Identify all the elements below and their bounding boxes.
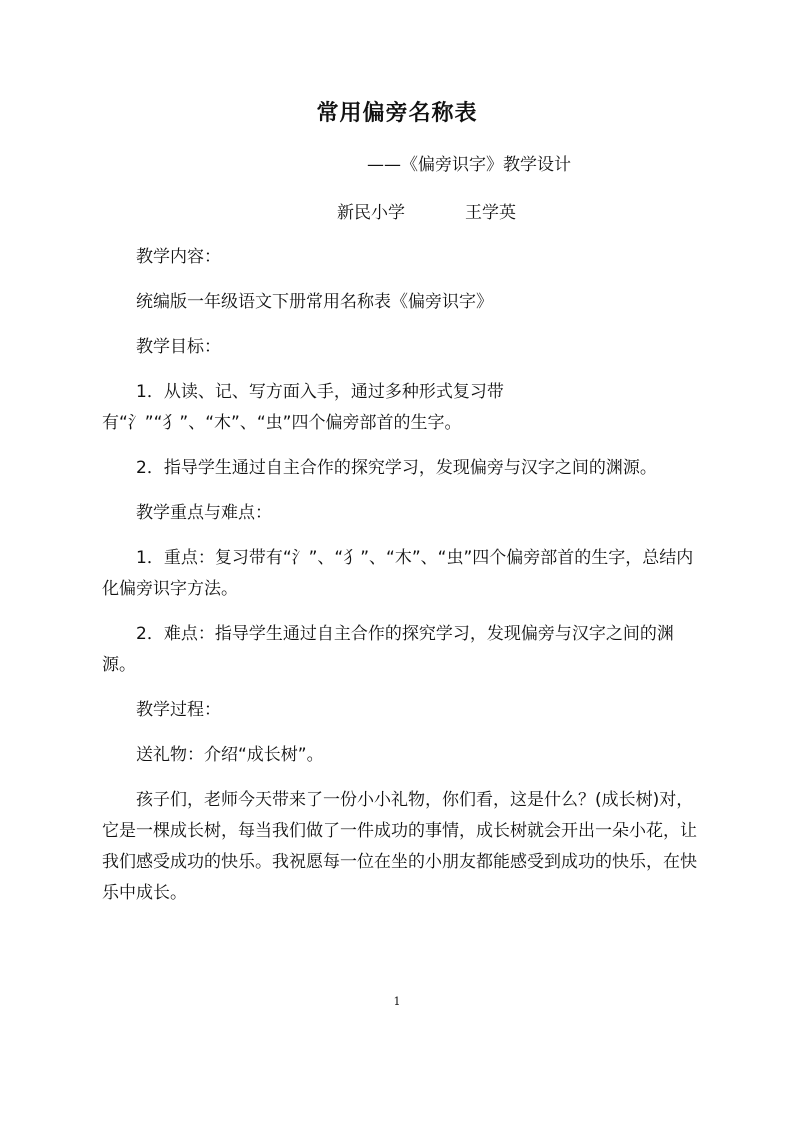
author-name: 王学英 — [465, 203, 516, 223]
goal-item-1: 1．从读、记、写方面入手，通过多种形式复习带有“氵”“犭”、“木”、“虫”四个偏旁部首的生字。 — [102, 382, 504, 433]
document-body — [102, 242, 698, 923]
process-heading: 教学过程： — [136, 700, 221, 720]
goals-heading: 教学目标： — [136, 337, 221, 357]
document-subtitle: ——《偏旁识字》教学设计 — [367, 155, 571, 175]
content-heading: 教学内容： — [136, 247, 221, 267]
process-step-1: 送礼物：介绍“成长树”。 — [136, 745, 324, 765]
key-point-1: 1．重点：复习带有“氵”、“犭”、“木”、“虫”四个偏旁部首的生字，总结内化偏旁识字方法。 — [102, 548, 694, 599]
author-line — [337, 198, 516, 223]
page-number: 1 — [393, 995, 401, 1008]
process-paragraph: 孩子们，老师今天带来了一份小小礼物，你们看，这是什么？(成长树)对，它是一棵成长树，每当我们做了一件成功的事情，成长树就会开出一朵小花，让我们感受成功的快乐。我祝愿每一位在坐的小朋友都能感受到成功的快乐，在快乐中成长。 — [102, 790, 697, 903]
content-text: 统编版一年级语文下册常用名称表《偏旁识字》 — [136, 292, 493, 312]
key-point-2: 2．难点：指导学生通过自主合作的探究学习，发现偏旁与汉字之间的渊源。 — [102, 624, 674, 675]
key-points-heading: 教学重点与难点： — [136, 503, 272, 523]
goal-item-2: 2．指导学生通过自主合作的探究学习，发现偏旁与汉字之间的渊源。 — [136, 458, 657, 478]
document-title: 常用偏旁名称表 — [316, 101, 478, 126]
school-name: 新民小学 — [337, 203, 405, 223]
